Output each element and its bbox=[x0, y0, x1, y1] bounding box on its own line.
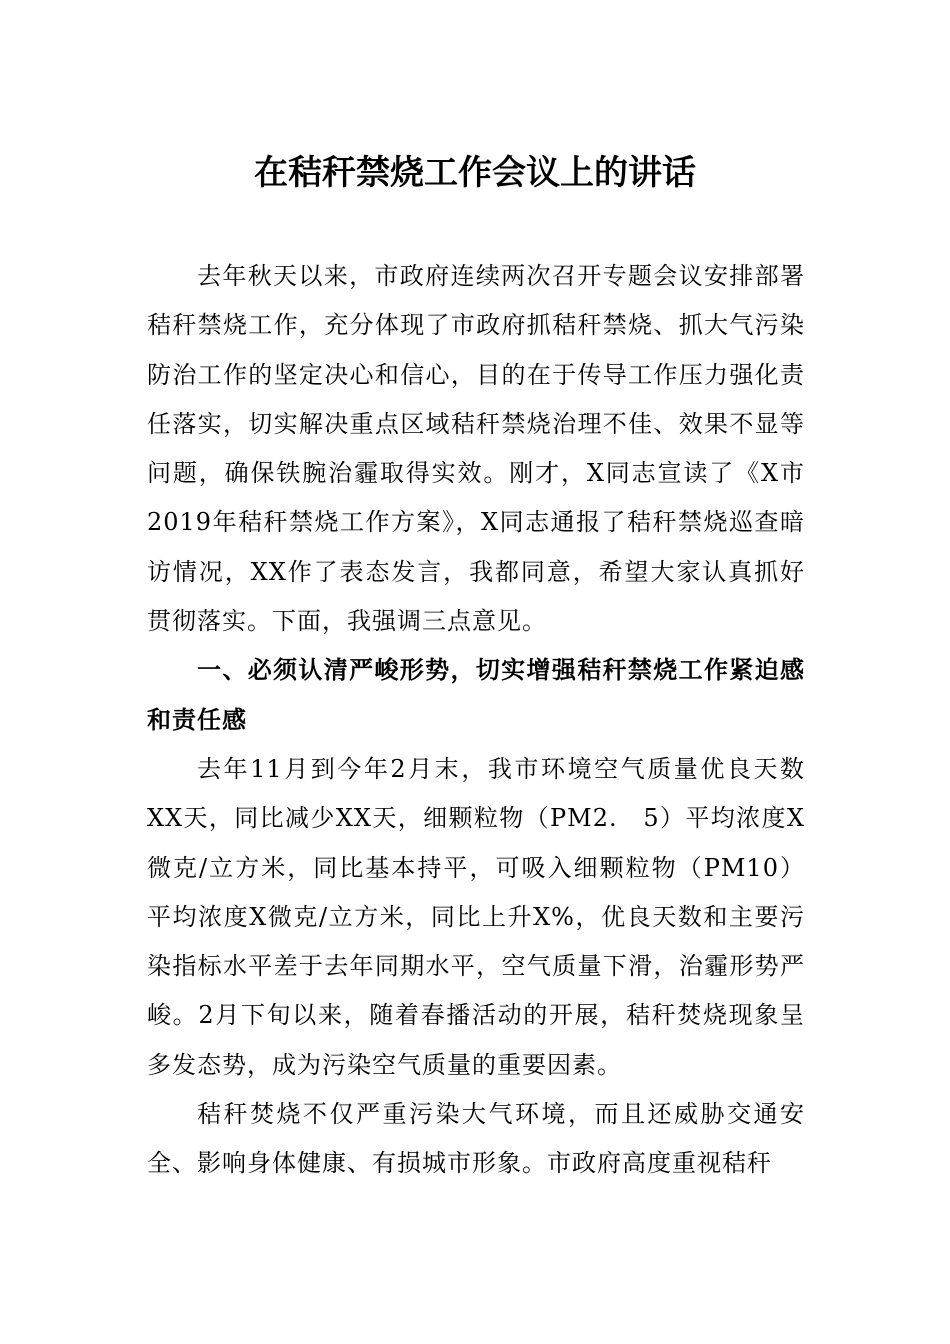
paragraph-intro: 去年秋天以来，市政府连续两次召开专题会议安排部署秸秆禁烧工作，充分体现了市政府抓秸秆禁烧、抓大气污染防治工作的坚定决心和信心，目的在于传导工作压力强化责任落实，切实解决重点区域秸秆禁烧治理不佳、效果不显等问题，确保铁腕治霾取得实效。刚才，X同志宣读了《X市2019年秸秆禁烧工作方案》，X同志通报了秸秆禁烧巡查暗访情况，XX作了表态发言，我都同意，希望大家认真抓好贯彻落实。下面，我强调三点意见。 bbox=[147, 262, 805, 636]
section-heading-1: 一、必须认清严峻形势，切实增强秸秆禁烧工作紧迫感和责任感 bbox=[147, 656, 805, 734]
paragraph-air-quality: 去年11月到今年2月末，我市环境空气质量优良天数XX天，同比减少XX天，细颗粒物（PM2. 5）平均浓度X微克/立方米，同比基本持平，可吸入细颗粒物（PM10）平均浓度X微克/立方米，同比上升X%，优良天数和主要污染指标水平差于去年同期水平，空气质量下滑，治霾形势严峻。2月下旬以来，随着春播活动的开展，秸秆焚烧现象呈多发态势，成为污染空气质量的重要因素。 bbox=[147, 754, 805, 1079]
document-body bbox=[147, 252, 805, 1189]
paragraph-straw-burning: 秸秆焚烧不仅严重污染大气环境，而且还威胁交通安全、影响身体健康、有损城市形象。市政府高度重视秸秆 bbox=[147, 1100, 805, 1178]
document-title: 在秸秆禁烧工作会议上的讲话 bbox=[254, 153, 696, 193]
